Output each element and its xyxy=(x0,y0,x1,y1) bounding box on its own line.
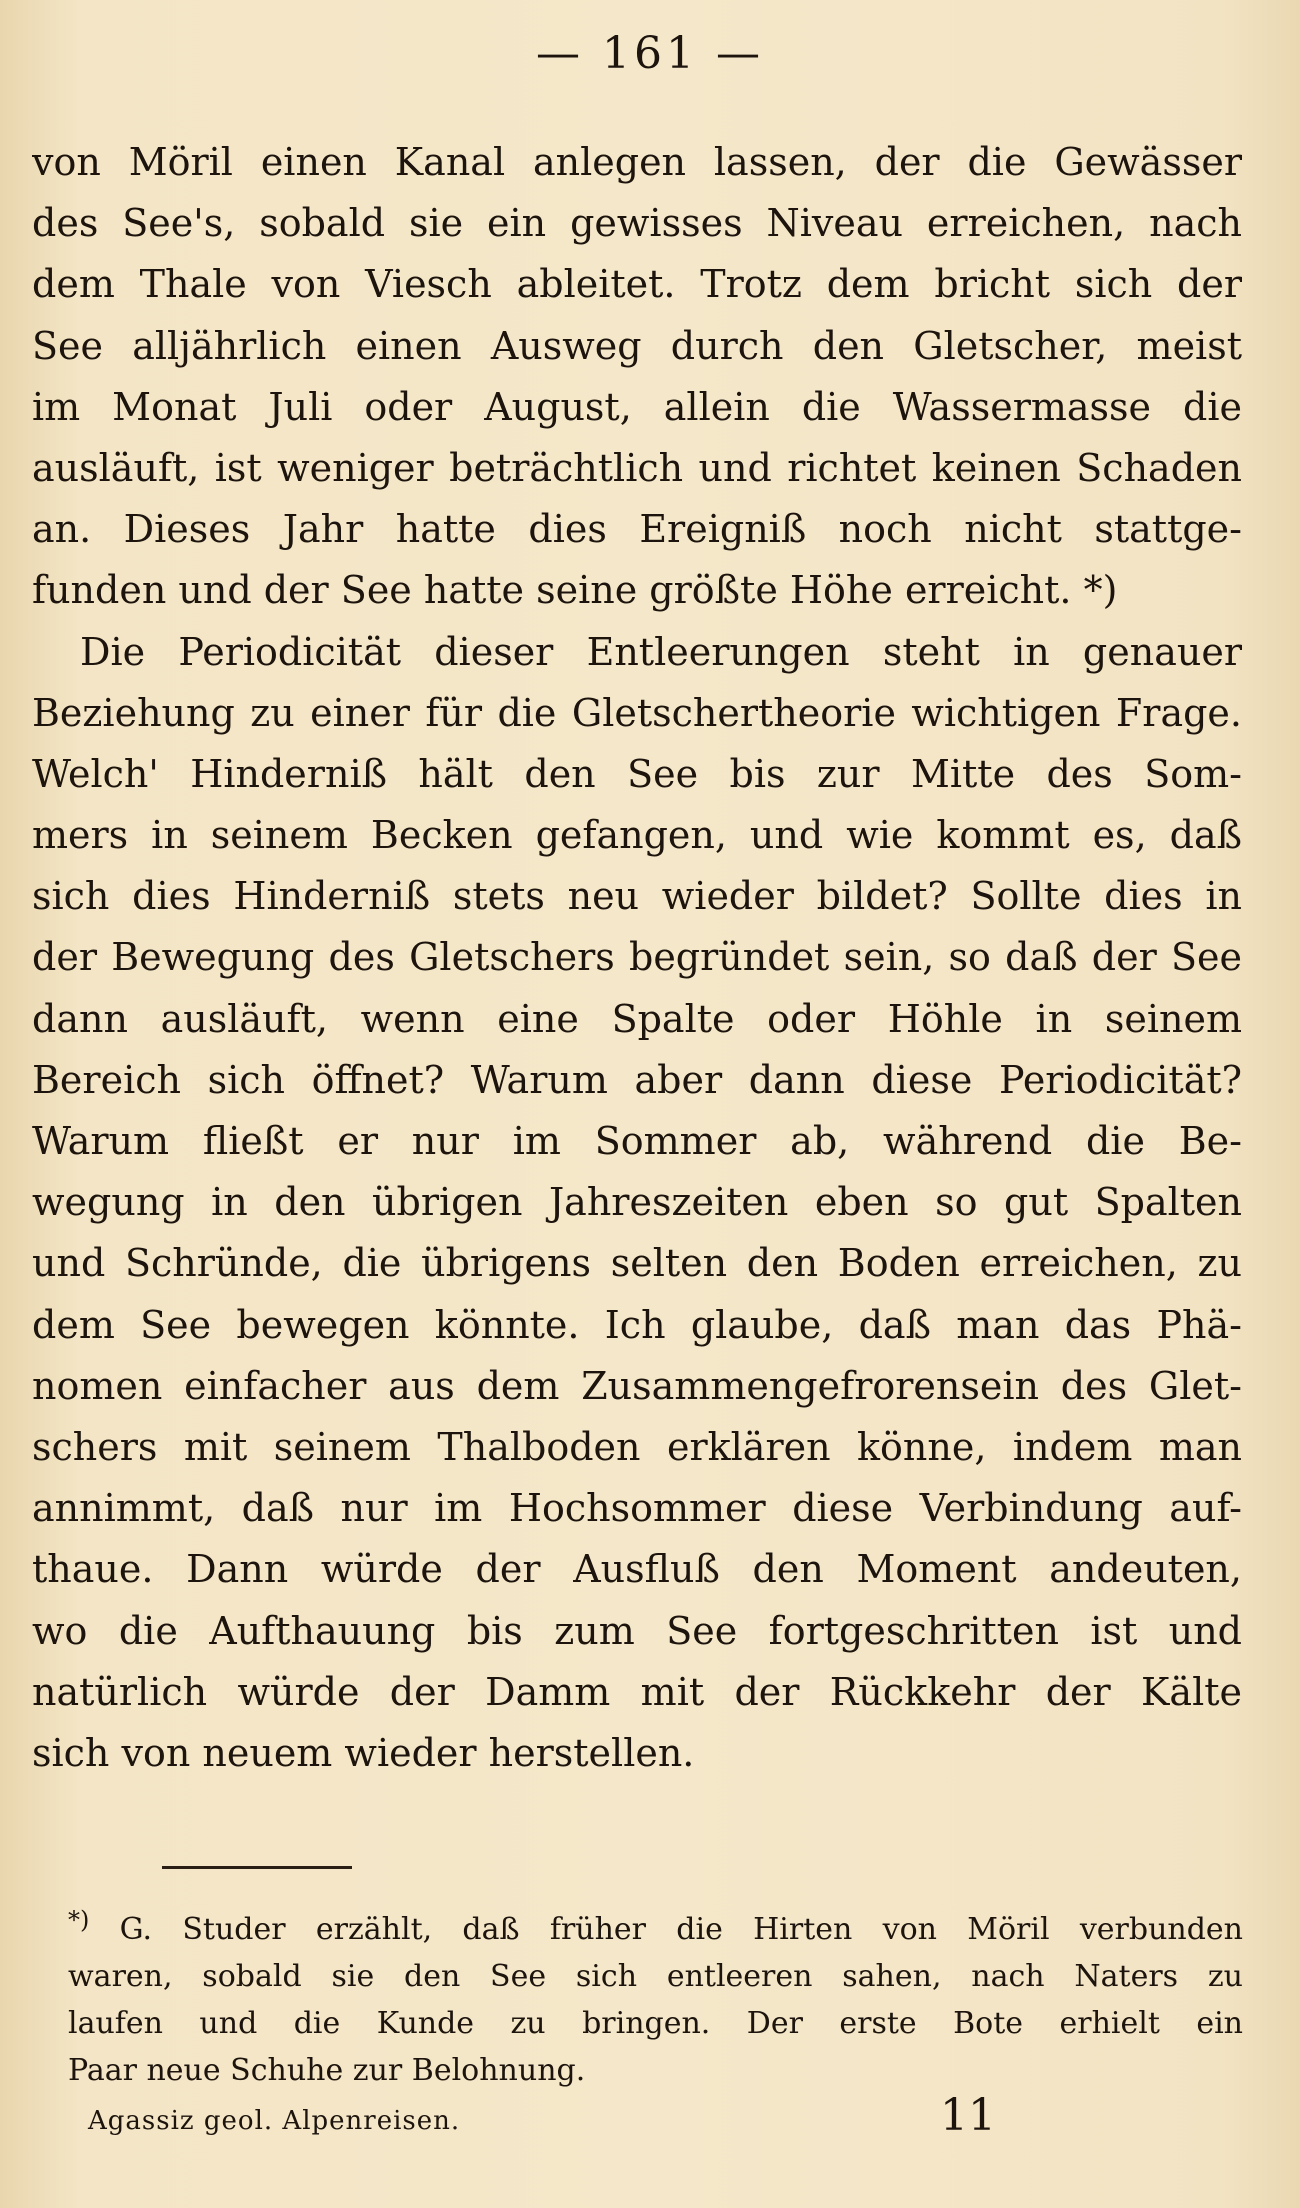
footnote-text: G. Studer erzählt, daß früher die Hirten von Möril verbunden xyxy=(119,1912,1243,1947)
text-line: wo die Aufthauung bis zum See fortgeschritten ist und xyxy=(32,1608,1242,1653)
footnote-line: Paar neue Schuhe zur Belohnung. xyxy=(68,2053,586,2088)
text-line: Warum fließt er nur im Sommer ab, während die Be- xyxy=(32,1119,1242,1163)
text-line: und Schründe, die übrigens selten den Boden erreichen, zu xyxy=(32,1241,1242,1286)
sheet-number: 11 xyxy=(940,2090,996,2141)
text-line: Beziehung zu einer für die Gletschertheorie wichtigen Frage. xyxy=(32,690,1242,735)
text-line: im Monat Juli oder August, allein die Wassermasse die xyxy=(32,384,1242,429)
text-line: dann ausläuft, wenn eine Spalte oder Höhle in seinem xyxy=(32,996,1242,1041)
text-line: natürlich würde der Damm mit der Rückkehr der Kälte xyxy=(32,1669,1242,1714)
text-line: annimmt, daß nur im Hochsommer diese Verbindung auf- xyxy=(32,1486,1242,1531)
footnote-line: laufen und die Kunde zu bringen. Der erste Bote erhielt ein xyxy=(68,2006,1243,2041)
text-line: Bereich sich öffnet? Warum aber dann diese Periodicität? xyxy=(32,1057,1242,1102)
text-line: an. Dieses Jahr hatte dies Ereigniß noch nicht stattge- xyxy=(32,507,1242,552)
paragraph-start-line: Die Periodicität dieser Entleerungen steht in genauer xyxy=(80,629,1242,674)
text-line: nomen einfacher aus dem Zusammengefrorensein des Glet- xyxy=(32,1363,1242,1408)
text-line: von Möril einen Kanal anlegen lassen, der die Gewässer xyxy=(32,140,1242,184)
text-line: Welch' Hinderniß hält den See bis zur Mitte des Som- xyxy=(32,751,1242,796)
footnote-line: waren, sobald sie den See sich entleeren sahen, nach Naters zu xyxy=(68,1959,1243,1994)
footnote xyxy=(68,1906,1243,2094)
text-line: dem See bewegen könnte. Ich glaube, daß man das Phä- xyxy=(32,1302,1242,1347)
text-line: schers mit seinem Thalboden erklären könne, indem man xyxy=(32,1424,1242,1469)
text-line: funden und der See hatte seine größte Höhe erreicht. *) xyxy=(32,568,1118,613)
page-number: — 161 — xyxy=(536,28,764,79)
text-line: dem Thale von Viesch ableitet. Trotz dem bricht sich der xyxy=(32,262,1242,307)
signature-line: Agassiz geol. Alpenreisen. xyxy=(88,2106,461,2136)
footnote-divider xyxy=(162,1866,352,1869)
text-line: sich dies Hinderniß stets neu wieder bildet? Sollte dies in xyxy=(32,874,1242,919)
main-text xyxy=(32,132,1242,1784)
text-line: ausläuft, ist weniger beträchtlich und richtet keinen Schaden xyxy=(32,445,1242,490)
text-line: See alljährlich einen Ausweg durch den Gletscher, meist xyxy=(32,323,1242,368)
text-line: des See's, sobald sie ein gewisses Niveau erreichen, nach xyxy=(32,201,1242,246)
footnote-line xyxy=(68,1906,1243,1953)
footnote-marker: *) xyxy=(68,1906,90,1934)
text-line: thaue. Dann würde der Ausfluß den Moment andeuten, xyxy=(32,1547,1242,1592)
text-line: der Bewegung des Gletschers begründet sein, so daß der See xyxy=(32,935,1242,980)
text-line: sich von neuem wieder herstellen. xyxy=(32,1730,695,1775)
text-line: mers in seinem Becken gefangen, und wie kommt es, daß xyxy=(32,813,1242,858)
text-line: wegung in den übrigen Jahreszeiten eben so gut Spalten xyxy=(32,1180,1242,1225)
